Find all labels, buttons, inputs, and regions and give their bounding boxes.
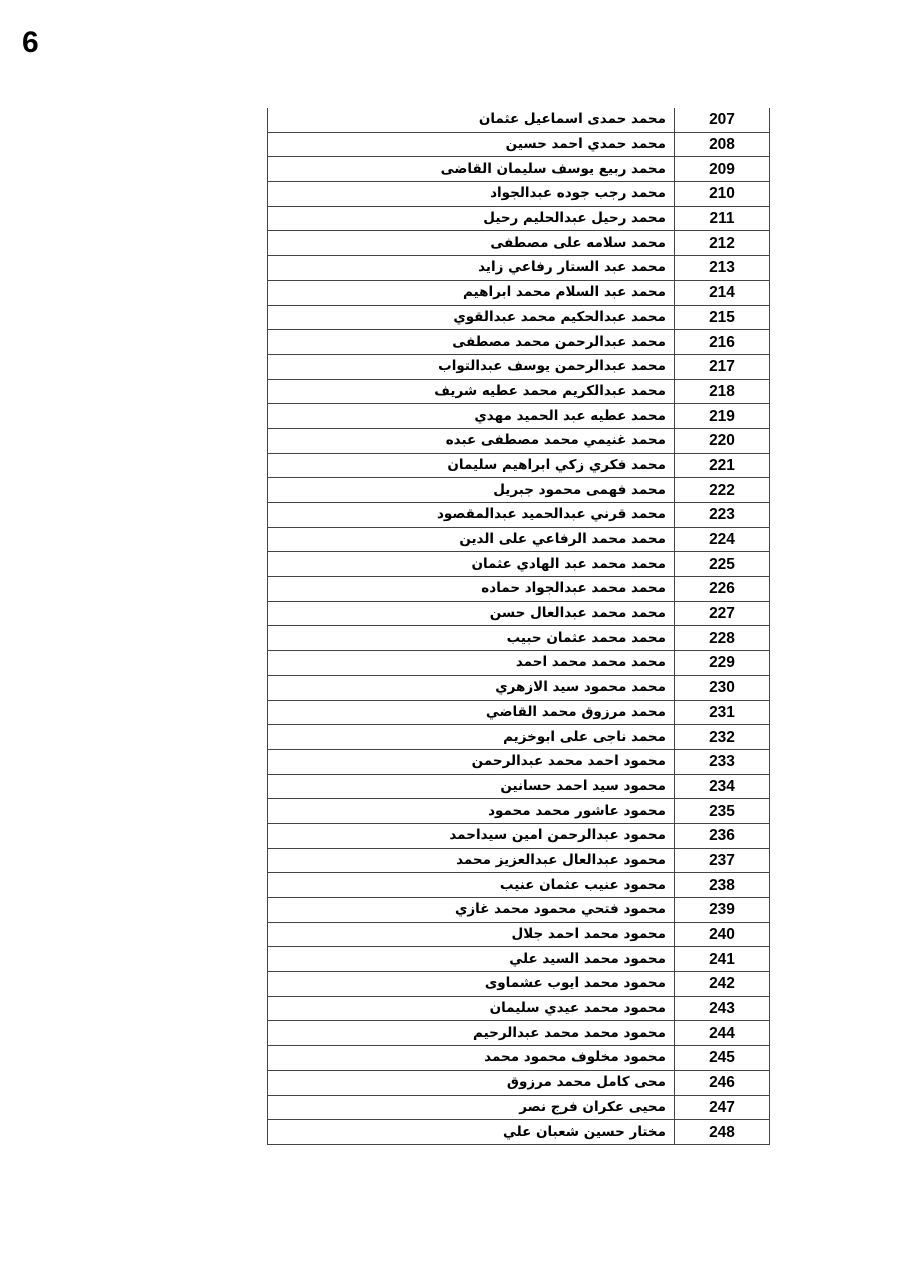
number-cell: 232 [675, 725, 770, 750]
number-cell: 219 [675, 404, 770, 429]
name-cell: محمود عبدالرحمن امين سيداحمد [268, 823, 675, 848]
number-cell: 218 [675, 379, 770, 404]
name-cell: محمد ربيع يوسف سليمان القاضى [268, 157, 675, 182]
table-row [268, 1021, 770, 1046]
table-row [268, 749, 770, 774]
number-cell: 217 [675, 354, 770, 379]
number-cell: 242 [675, 972, 770, 997]
name-cell: محمد عبد السلام محمد ابراهيم [268, 280, 675, 305]
name-cell: محمود سيد احمد حسانين [268, 774, 675, 799]
table-row [268, 823, 770, 848]
name-cell: محمود محمد احمد جلال [268, 922, 675, 947]
name-cell: محمود احمد محمد عبدالرحمن [268, 749, 675, 774]
number-cell: 214 [675, 280, 770, 305]
table-row [268, 898, 770, 923]
name-cell: محمد محمود سيد الازهري [268, 675, 675, 700]
number-cell: 234 [675, 774, 770, 799]
table-row [268, 1070, 770, 1095]
name-cell: محمود محمد عيدي سليمان [268, 996, 675, 1021]
number-cell: 239 [675, 898, 770, 923]
number-cell: 221 [675, 453, 770, 478]
name-cell: محمد حمدى اسماعيل عثمان [268, 108, 675, 132]
name-cell: محمد فهمى محمود جبريل [268, 478, 675, 503]
name-cell: محمد غنيمي محمد مصطفى عبده [268, 428, 675, 453]
name-cell: محمد حمدي احمد حسين [268, 132, 675, 157]
number-cell: 248 [675, 1120, 770, 1145]
number-cell: 222 [675, 478, 770, 503]
name-cell: محمد محمد عبد الهادي عثمان [268, 552, 675, 577]
names-table [267, 108, 770, 1145]
number-cell: 233 [675, 749, 770, 774]
table-row [268, 280, 770, 305]
table-row [268, 527, 770, 552]
name-cell: محمد محمد الرفاعي على الدين [268, 527, 675, 552]
name-cell: محمد محمد عثمان حبيب [268, 626, 675, 651]
table-row [268, 1095, 770, 1120]
number-cell: 246 [675, 1070, 770, 1095]
name-cell: محمد مرزوق محمد القاضي [268, 700, 675, 725]
table-row [268, 478, 770, 503]
number-cell: 240 [675, 922, 770, 947]
table-row [268, 848, 770, 873]
table-row [268, 947, 770, 972]
number-cell: 226 [675, 577, 770, 602]
name-cell: محمد محمد محمد احمد [268, 651, 675, 676]
number-cell: 237 [675, 848, 770, 873]
number-cell: 209 [675, 157, 770, 182]
number-cell: 230 [675, 675, 770, 700]
table-row [268, 774, 770, 799]
page-number: 6 [22, 26, 39, 59]
table-row [268, 108, 770, 132]
table-row [268, 503, 770, 528]
table-row [268, 182, 770, 207]
number-cell: 236 [675, 823, 770, 848]
name-cell: محمد رحيل عبدالحليم رحيل [268, 206, 675, 231]
table-row [268, 132, 770, 157]
name-cell: محمد ناجى على ابوخزيم [268, 725, 675, 750]
name-cell: محمد عبدالكريم محمد عطيه شريف [268, 379, 675, 404]
number-cell: 231 [675, 700, 770, 725]
number-cell: 244 [675, 1021, 770, 1046]
name-cell: محمود محمد ايوب عشماوى [268, 972, 675, 997]
table-row [268, 256, 770, 281]
table-row [268, 354, 770, 379]
name-cell: محمود عاشور محمد محمود [268, 799, 675, 824]
number-cell: 208 [675, 132, 770, 157]
name-cell: محمد فكري زكي ابراهيم سليمان [268, 453, 675, 478]
number-cell: 225 [675, 552, 770, 577]
table-row [268, 601, 770, 626]
number-cell: 247 [675, 1095, 770, 1120]
name-cell: محمود فتحي محمود محمد غازي [268, 898, 675, 923]
number-cell: 227 [675, 601, 770, 626]
number-cell: 213 [675, 256, 770, 281]
number-cell: 207 [675, 108, 770, 132]
table-row [268, 1046, 770, 1071]
table-row [268, 453, 770, 478]
name-cell: محمود محمد السيد علي [268, 947, 675, 972]
number-cell: 215 [675, 305, 770, 330]
number-cell: 224 [675, 527, 770, 552]
table-row [268, 552, 770, 577]
table-row [268, 1120, 770, 1145]
number-cell: 212 [675, 231, 770, 256]
table-row [268, 157, 770, 182]
table-row [268, 651, 770, 676]
table-row [268, 231, 770, 256]
table-row [268, 996, 770, 1021]
number-cell: 238 [675, 873, 770, 898]
number-cell: 211 [675, 206, 770, 231]
table-row [268, 379, 770, 404]
name-cell: محمد رجب جوده عبدالجواد [268, 182, 675, 207]
name-cell: محمد عبدالرحمن محمد مصطفى [268, 330, 675, 355]
table-row [268, 799, 770, 824]
number-cell: 241 [675, 947, 770, 972]
name-cell: محمد عبد الستار رفاعي زايد [268, 256, 675, 281]
number-cell: 220 [675, 428, 770, 453]
name-cell: محمد سلامه على مصطفى [268, 231, 675, 256]
name-cell: محمد عبدالحكيم محمد عبدالقوي [268, 305, 675, 330]
name-cell: محيى عكران فرج نصر [268, 1095, 675, 1120]
table-row [268, 305, 770, 330]
table-row [268, 873, 770, 898]
name-cell: محمود مخلوف محمود محمد [268, 1046, 675, 1071]
number-cell: 223 [675, 503, 770, 528]
number-cell: 245 [675, 1046, 770, 1071]
table-row [268, 404, 770, 429]
number-cell: 229 [675, 651, 770, 676]
name-cell: محمود محمد محمد عبدالرحيم [268, 1021, 675, 1046]
name-cell: محمد عبدالرحمن يوسف عبدالتواب [268, 354, 675, 379]
table-row [268, 206, 770, 231]
table-row [268, 428, 770, 453]
name-cell: محمد محمد عبدالعال حسن [268, 601, 675, 626]
table-row [268, 675, 770, 700]
number-cell: 228 [675, 626, 770, 651]
number-cell: 235 [675, 799, 770, 824]
name-cell: مختار حسين شعبان علي [268, 1120, 675, 1145]
number-cell: 210 [675, 182, 770, 207]
name-cell: محمود عنيب عثمان عنيب [268, 873, 675, 898]
table-row [268, 972, 770, 997]
name-cell: محمد قرني عبدالحميد عبدالمقصود [268, 503, 675, 528]
table-row [268, 577, 770, 602]
table-row [268, 700, 770, 725]
number-cell: 216 [675, 330, 770, 355]
number-cell: 243 [675, 996, 770, 1021]
table-row [268, 725, 770, 750]
table-row [268, 922, 770, 947]
name-cell: محمد عطيه عبد الحميد مهدي [268, 404, 675, 429]
name-cell: محى كامل محمد مرزوق [268, 1070, 675, 1095]
table-row [268, 626, 770, 651]
name-cell: محمود عبدالعال عبدالعزيز محمد [268, 848, 675, 873]
table-row [268, 330, 770, 355]
names-table-body [268, 108, 770, 1144]
name-cell: محمد محمد عبدالجواد حماده [268, 577, 675, 602]
